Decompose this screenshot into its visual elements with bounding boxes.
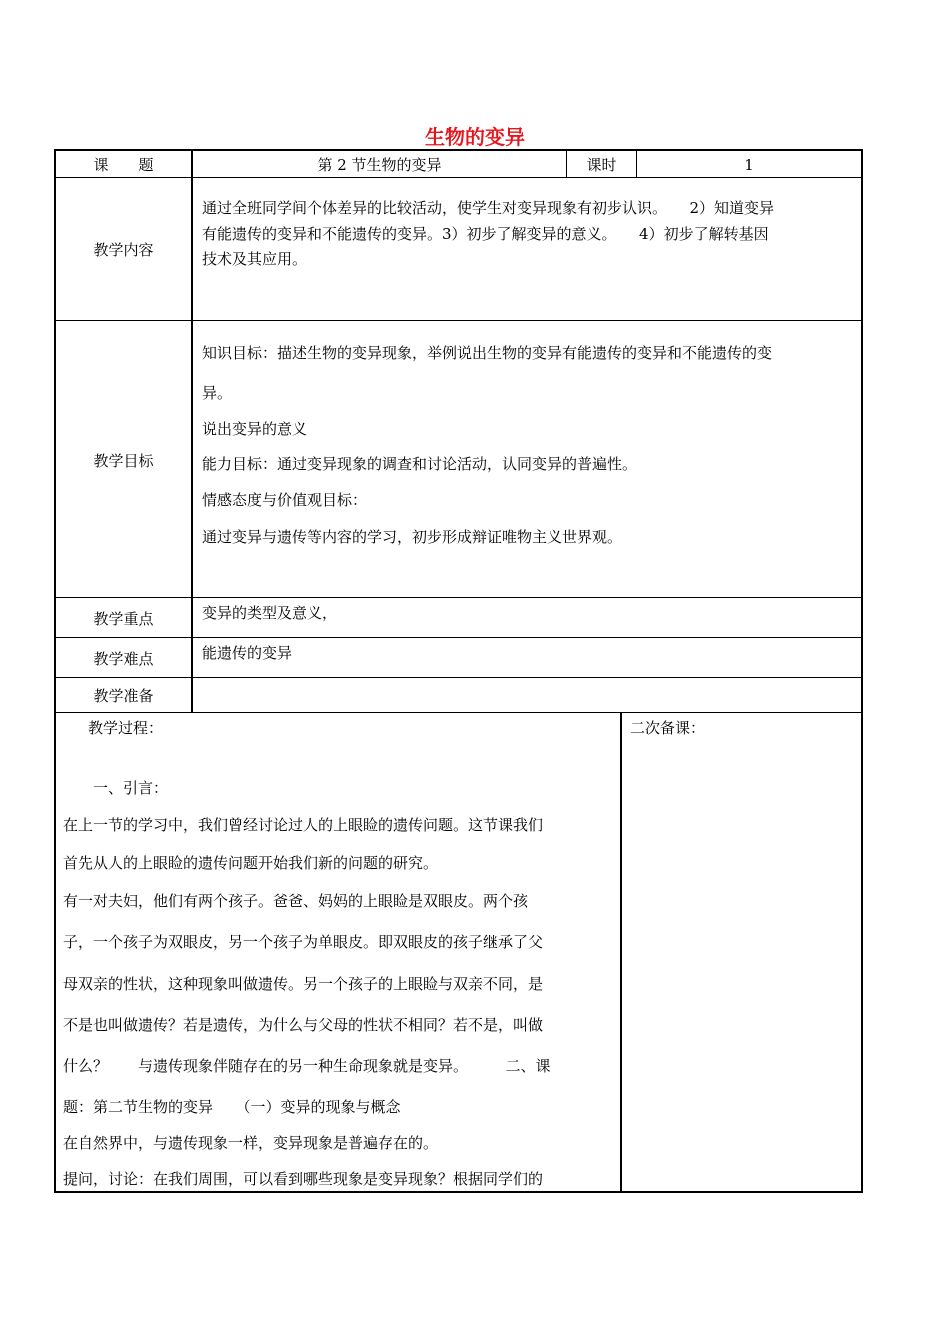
period-value: 1 (744, 156, 754, 174)
process-line: 在自然界中，与遗传现象一样，变异现象是普遍存在的。 (63, 1134, 439, 1152)
topic-value: 第 2 节生物的变异 (317, 156, 442, 174)
second-prep-label: 二次备课： (630, 719, 706, 737)
process-line: 子，一个孩子为双眼皮，另一个孩子为单眼皮。即双眼皮的孩子继承了父 (63, 933, 544, 951)
row-divider (54, 712, 863, 713)
goal-line: 通过变异与遗传等内容的学习，初步形成辩证唯物主义世界观。 (202, 528, 623, 546)
difficulty-label: 教学难点 (93, 650, 154, 668)
process-line: 在上一节的学习中，我们曾经讨论过人的上眼睑的遗传问题。这节课我们 (63, 816, 544, 834)
table-border-left (54, 149, 56, 1193)
content-label: 教学内容 (93, 241, 154, 259)
process-line: 母双亲的性状，这种现象叫做遗传。另一个孩子的上眼睑与双亲不同，是 (63, 975, 544, 993)
content-line: 有能遗传的变异和不能遗传的变异。3）初步了解变异的意义。 4）初步了解转基因 (202, 225, 769, 243)
content-line: 通过全班同学间个体差异的比较活动，使学生对变异现象有初步认识。 2）知道变异 (202, 199, 775, 217)
process-line: 有一对夫妇，他们有两个孩子。爸爸、妈妈的上眼睑是双眼皮。两个孩 (63, 892, 529, 910)
period-label: 课时 (586, 156, 617, 174)
goal-line: 说出变异的意义 (202, 420, 308, 438)
table-border-right (861, 149, 863, 1193)
process-line: 首先从人的上眼睑的遗传问题开始我们新的问题的研究。 (63, 854, 439, 872)
page-title: 生物的变异 (425, 125, 525, 149)
row-divider (54, 320, 863, 321)
process-line: 提问，讨论：在我们周围，可以看到哪些现象是变异现象？根据同学们的 (63, 1170, 544, 1188)
process-line: 一、引言： (93, 779, 169, 797)
goal-line: 能力目标：通过变异现象的调查和讨论活动，认同变异的普遍性。 (202, 455, 638, 473)
row-divider (54, 177, 863, 178)
goal-line: 知识目标：描述生物的变异现象，举例说出生物的变异有能遗传的变异和不能遗传的变 (202, 344, 773, 362)
table-border-top (54, 149, 863, 151)
difficulty-text: 能遗传的变异 (202, 644, 293, 662)
process-line: 题：第二节生物的变异 （一）变异的现象与概念 (63, 1098, 401, 1116)
row-divider (54, 637, 863, 638)
key-point-label: 教学重点 (93, 610, 154, 628)
key-point-text: 变异的类型及意义， (202, 604, 338, 622)
column-divider (620, 712, 622, 1193)
preparation-label: 教学准备 (93, 687, 154, 705)
column-divider (191, 149, 193, 713)
table-border-bottom (54, 1191, 863, 1193)
goal-line: 异。 (202, 384, 233, 402)
topic-label: 课 题 (93, 156, 154, 174)
row-divider (54, 597, 863, 598)
goals-label: 教学目标 (93, 452, 154, 470)
process-label: 教学过程： (88, 719, 164, 737)
process-line: 不是也叫做遗传？若是遗传，为什么与父母的性状不相同？若不是，叫做 (63, 1016, 544, 1034)
process-line: 什么？ 与遗传现象伴随存在的另一种生命现象就是变异。 二、课 (63, 1057, 551, 1075)
content-line: 技术及其应用。 (202, 250, 308, 268)
row-divider (54, 677, 863, 678)
goal-line: 情感态度与价值观目标： (202, 491, 368, 509)
